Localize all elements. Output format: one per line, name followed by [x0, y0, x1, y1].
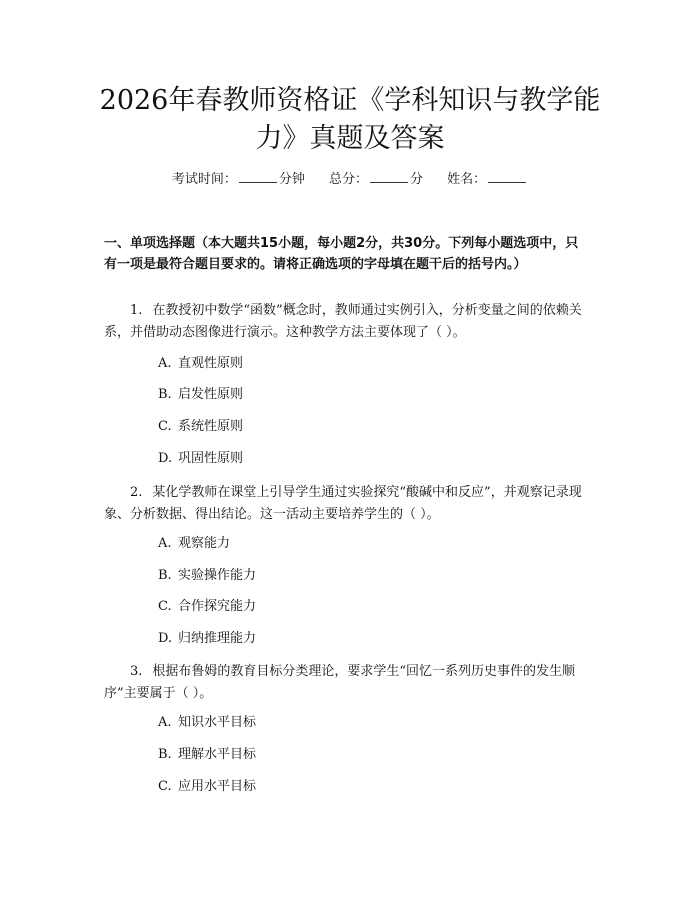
- option-item: [158, 355, 243, 373]
- option-text: 应用水平目标: [178, 779, 257, 794]
- question-text: 在教授初中数学“函数”概念时，教师通过实例引入，分析变量之间的依赖关系，并借助动态图像进行演示。这种教学方法主要体现了（ ）。: [104, 303, 582, 340]
- option-item: [158, 778, 256, 796]
- option-item: [158, 746, 256, 764]
- question-number: 1.: [130, 303, 143, 318]
- option-text: 系统性原则: [178, 419, 244, 434]
- total-score-label: 总分：: [328, 172, 368, 187]
- option-letter: D.: [158, 631, 173, 646]
- option-text: 知识水平目标: [178, 715, 257, 730]
- exam-time-field: [172, 170, 305, 189]
- option-text: 归纳推理能力: [178, 631, 257, 646]
- question-stem: [104, 300, 594, 344]
- option-item: [158, 535, 230, 553]
- option-text: 巩固性原则: [178, 451, 244, 466]
- exam-info-line: [0, 170, 700, 189]
- option-letter: A.: [158, 715, 172, 730]
- option-item: [158, 567, 256, 585]
- exam-time-unit: 分钟: [278, 172, 305, 187]
- question-number: 2.: [130, 485, 143, 500]
- question-stem: [104, 661, 594, 705]
- student-name-label: 姓名：: [447, 172, 487, 187]
- option-item: [158, 714, 256, 732]
- option-letter: C.: [158, 779, 172, 794]
- option-text: 启发性原则: [178, 387, 244, 402]
- option-letter: D.: [158, 451, 173, 466]
- option-letter: C.: [158, 599, 172, 614]
- total-score-field: [329, 170, 423, 189]
- question-text: 根据布鲁姆的教育目标分类理论，要求学生“回忆一系列历史事件的发生顺序”主要属于（ ）。: [104, 664, 576, 701]
- option-letter: A.: [158, 536, 172, 551]
- option-letter: B.: [158, 387, 172, 402]
- option-text: 理解水平目标: [178, 747, 257, 762]
- student-name-field: [447, 170, 528, 189]
- option-letter: A.: [158, 356, 172, 371]
- student-name-blank: [488, 170, 526, 183]
- option-letter: C.: [158, 419, 172, 434]
- question-number: 3.: [130, 664, 143, 679]
- total-score-blank: [370, 170, 408, 183]
- option-item: [158, 598, 256, 616]
- question-stem: [104, 482, 594, 526]
- option-item: [158, 418, 243, 436]
- exam-time-blank: [239, 170, 277, 183]
- question-text: 某化学教师在课堂上引导学生通过实验探究“酸碱中和反应”，并观察记录现象、分析数据、得出结论。这一活动主要培养学生的（ ）。: [104, 485, 582, 522]
- option-item: [158, 450, 243, 468]
- option-item: [158, 630, 256, 648]
- document-title: 2026年春教师资格证《学科知识与教学能力》真题及答案: [99, 85, 601, 154]
- option-text: 合作探究能力: [178, 599, 257, 614]
- exam-time-label: 考试时间：: [171, 172, 237, 187]
- option-text: 实验操作能力: [178, 568, 257, 583]
- option-letter: B.: [158, 568, 172, 583]
- total-score-unit: 分: [410, 172, 424, 187]
- option-text: 直观性原则: [178, 356, 244, 371]
- option-letter: B.: [158, 747, 172, 762]
- option-item: [158, 386, 243, 404]
- option-text: 观察能力: [178, 536, 231, 551]
- section-heading: 一、单项选择题（本大题共15小题，每小题2分，共30分。下列每小题选项中，只有一项是最符合题目要求的。请将正确选项的字母填在题干后的括号内。）: [104, 236, 579, 272]
